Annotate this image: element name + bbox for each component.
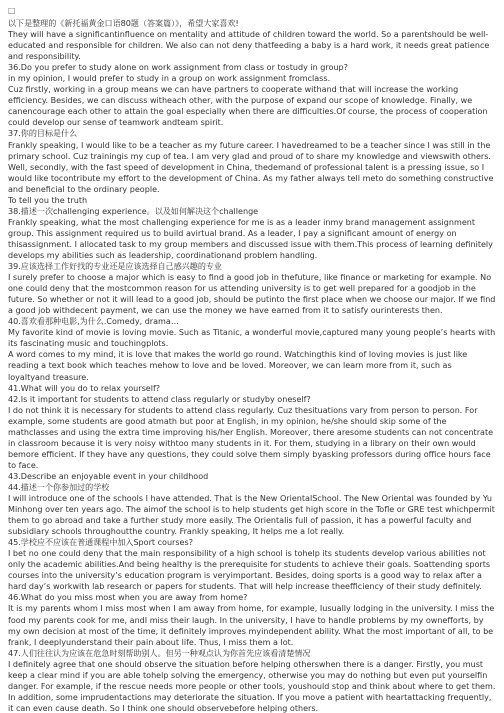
document-paragraph: It is my parents whom I miss most when I am away from home, for example, Iusually lodging in the university. I miss the food my parents cook for me, andI miss their laugh. In the university, I have to handle problems by my ownefforts, by my own decision at most of the time, it definitely improves myindependent ability. What the most important of all, to be frank, I deeplyunderstand their pain about life. Thus, I miss them a lot. (8, 604, 495, 647)
document-paragraph: 39.应该选择工作好找的专业还是应该选择自己感兴趣的专业 (8, 262, 222, 272)
document-paragraph: 45.学校应不应该在普通课程中加入Sport courses? (8, 538, 193, 548)
document-paragraph: 44.描述一个你参加过的学校 (8, 482, 110, 492)
document-paragraph: 37.你的目标是什么 (8, 129, 78, 139)
document-top-mark: □ (8, 6, 16, 15)
document-paragraph: A word comes to my mind, it is love that makes the world go round. Watchingthis kind of loving movies is just like reading a text book which teaches mehow to love and be loved. Moreover, we can learn more from it, such as loyaltyand treasure. (8, 350, 468, 382)
document-paragraph: 36.Do you prefer to study alone on work assignment from class or tostudy in group? (8, 63, 348, 73)
document-paragraph: I will introduce one of the schools I have attended. That is the New OrientalSchool. The New Oriental was founded by Yu Minhong over ten years ago. The aimof the school is to help students get high score in the Tofle or GRE test whichpermit them to go abroad and take a further study more easily. The Orientalis full of passion, it has a powerful faculty and subsidiary schools throughoutthe country. Frankly speaking, It helps me a lot really. (8, 494, 495, 537)
document-paragraph: I do not think it is necessary for students to attend class regularly. Cuz thesituations vary from person to person. For example, some students are good atmath but poor at English, in my opinion, he/she should skip some of the mathclasses and using the extra time improving his/her English. Moreover, there aresome students can not concentrate in classroom because it is very noisy withtoo many students in it. For them, studying in a library on their own would bemore efficient. If they have any questions, they could solve them simply byasking professors during office hours face to face. (8, 405, 494, 470)
document-paragraph: Cuz firstly, working in a group means we can have partners to cooperate withand that will increase the working efficiency. Besides, we can discuss witheach other, with the purpose of expand our scope of knowledge. Finally, we canencourage each other to attain the goal especially when there are difficulties.Of course, the process of cooperation could develop our sense of teamwork andteam spirit. (8, 85, 488, 128)
document-paragraph: 47.人们往往认为应该在危急时刻帮助别人。但另一种观点认为你首先应该看清楚情况 (8, 648, 311, 658)
document-paragraph: in my opinion, I would prefer to study in a group on work assignment fromclass. (8, 74, 331, 84)
document-paragraph: My favorite kind of movie is loving movie. Such as Titanic, a wonderful movie,captured many young people’s hearts with its fascinating music and touchingplots. (8, 328, 496, 349)
document-paragraph: Frankly speaking, I would like to be a teacher as my future career. I havedreamed to be a teacher since I was still in the primary school. Cuz trainingis my cup of tea. I am very glad and proud of to share my knowledge and viewswith others. Well, secondly, with the fast speed of development in China, thedemand of professional talent is a pressing issue, so I would like tocontribute my effort to the development of China. As my father always tell meto do something constructive and beneficial to the ordinary people. (8, 140, 494, 194)
document-paragraph: 46.What do you miss most when you are away from home? (8, 593, 248, 603)
document-paragraph: 40.喜欢看那种电影,为什么.Comedy, drama… (8, 317, 179, 327)
document-paragraph: To tell you the truth (8, 195, 88, 205)
document-paragraph: 38.描述一次challenging experience。以及如何解决这个challenge (8, 206, 259, 216)
document-paragraph: I definitely agree that one should observe the situation before helping otherswhen there is a danger. Firstly, you must keep a clear mind if you are able tohelp solving the emergency, otherwise you may do nothing but even put yourselfin danger. For example, if the rescue needs more people or other tools, youshould stop and think about where to get them. In addition, some imprudentactions may deteriorate the situation. If you move a patient with heartattacking frequently, it can even cause death. So I think one should observebefore helping others. (8, 659, 496, 713)
document-body (8, 18, 496, 713)
document-paragraph: They will have a significantinfluence on mentality and attitude of children toward the world. So a parentshould be well-educated and responsible for children. We also can not deny thatfeeding a baby is a hard work, it needs great patience and responsibility. (8, 30, 490, 62)
document-paragraph: I surely prefer to choose a major which is easy to find a good job in thefuture, like finance or marketing for example. No one could deny that the mostcommon reason for us attending university is to get well prepared for a goodjob in the future. So whether or not it will lead to a good job, should be putinto the first place when we choose our major. If we find a good job withdecent payment, we can use the money we have earned from it to satisfy ourinterests then. (8, 273, 496, 316)
document-paragraph: 41.What will you do to relax yourself? (8, 383, 161, 393)
document-paragraph: I bet no one could deny that the main responsibility of a high school is tohelp its students develop various abilities not only the academic abilities.And being healthy is the prerequisite for students to achieve their goals. Soattending sports courses into the university’s education program is veryimportant. Besides, doing sports is a good way to relax after a hard day’s workwith lab research or papers for students. That will help increase theefficiency of their study definitely. (8, 549, 491, 592)
document-paragraph: 以下是整理的《新托福黄金口语80题（答案篇）》，希望大家喜欢! (8, 19, 239, 28)
document-paragraph: 42.Is it important for students to attend class regularly or studyby oneself? (8, 394, 311, 404)
document-paragraph: Frankly speaking, what the most challenging experience for me is as a leader inmy brand management assignment group. This assignment required us to build avirtual brand. As a leader, I pay a significant amount of energy on thisassignment. I allocated task to my group members and discussed issue with them.This process of learning definitely develops my abilities such as leadership, coordinationand problem handling. (8, 217, 493, 260)
document-paragraph: 43.Describe an enjoyable event in your childhood (8, 471, 209, 481)
